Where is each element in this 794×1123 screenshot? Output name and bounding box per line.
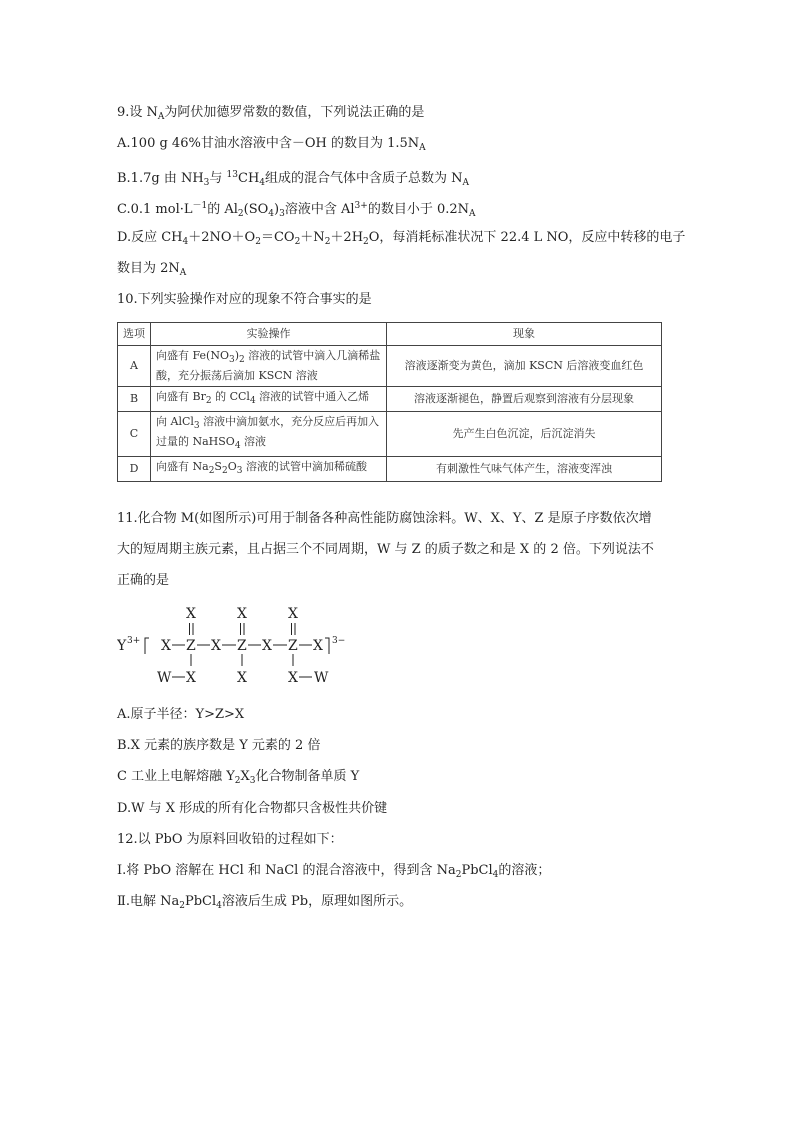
atom-w-left: W bbox=[157, 670, 172, 686]
q11-option-d: D.W 与 X 形成的所有化合物都只含极性共价键 bbox=[117, 801, 388, 816]
q11-stem-line1: 11.化合物 M(如图所示)可用于制备各种高性能防腐蚀涂料。W、X、Y、Z 是原子序数依次增 bbox=[117, 511, 652, 526]
q11-option-c: C 工业上电解熔融 $Y_2X_3$化合物制备单质 Y bbox=[117, 769, 360, 786]
q9-option-c: C.0.1 $mol\cdot L^{-1}$的 $Al_2(SO_4)_3$溶液中含 $Al^{3+}$的数目小于 $0.2N_A$ bbox=[117, 201, 476, 219]
q10-table bbox=[117, 322, 662, 482]
row-b-result: 溶液逐渐褪色，静置后观察到溶液有分层现象 bbox=[387, 387, 662, 412]
atom-x-top3: X bbox=[288, 606, 298, 622]
atom-x-chain2: X bbox=[211, 638, 221, 654]
row-a-operation: 向盛有 $Fe(NO_3)_2$ 溶液的试管中滴入几滴稀盐酸，充分振荡后滴加 KSCN 溶液 bbox=[151, 346, 387, 387]
row-a-option: A bbox=[118, 346, 151, 387]
q12-stem: 12.以 PbO 为原料回收铅的过程如下： bbox=[117, 832, 343, 847]
table-row bbox=[118, 346, 662, 387]
atom-z1: Z bbox=[186, 638, 196, 654]
row-d-option: D bbox=[118, 457, 151, 482]
row-d-result: 有刺激性气味气体产生，溶液变浑浊 bbox=[387, 457, 662, 482]
q9-option-a: A.100 g 46%甘油水溶液中含－OH 的数目为 $1.5N_A$ bbox=[117, 136, 426, 153]
header-operation: 实验操作 bbox=[151, 323, 387, 346]
row-d-operation: 向盛有 $Na_2S_2O_3$ 溶液的试管中滴加稀硫酸 bbox=[151, 457, 387, 482]
q11-stem-line2: 大的短周期主族元素，且占据三个不同周期，W 与 Z 的质子数之和是 X 的 2 倍。下列说法不 bbox=[117, 542, 654, 557]
cation-charge: 3+ bbox=[127, 636, 141, 646]
q11-option-b: B.X 元素的族序数是 Y 元素的 2 倍 bbox=[117, 738, 321, 753]
atom-z2: Z bbox=[237, 638, 247, 654]
row-c-option: C bbox=[118, 412, 151, 457]
atom-x-chain3: X bbox=[262, 638, 272, 654]
q9-stem: 9.设 $N_A$为阿伏加德罗常数的数值，下列说法正确的是 bbox=[117, 105, 425, 122]
atom-x-top1: X bbox=[186, 606, 196, 622]
q9-option-d-line2: 数目为 $2N_A$ bbox=[117, 261, 187, 278]
q9-option-d: D.反应 $CH_4+2NO+O_2=CO_2+N_2+2H_2O$，每消耗标准状况下 22.4 L NO，反应中转移的电子 bbox=[117, 230, 686, 247]
q12-step2: Ⅱ.电解 $Na_2PbCl_4$溶液后生成 Pb，原理如图所示。 bbox=[117, 894, 413, 911]
atom-w-right: W bbox=[314, 670, 329, 686]
table-row bbox=[118, 387, 662, 412]
row-b-operation: 向盛有 $Br_2$ 的 CCl$_4$ 溶液的试管中通入乙烯 bbox=[151, 387, 387, 412]
table-row bbox=[118, 457, 662, 482]
q11-stem-line3: 正确的是 bbox=[117, 573, 170, 588]
atom-x-bottom1: X bbox=[186, 670, 196, 686]
atom-x-chain1: X bbox=[161, 638, 171, 654]
compound-m-structure bbox=[117, 598, 377, 692]
row-c-operation: 向 AlCl$_3$ 溶液中滴加氨水，充分反应后再加入过量的 NaHSO$_4$ 溶液 bbox=[151, 412, 387, 457]
header-phenomenon: 现象 bbox=[387, 323, 662, 346]
anion-charge: 3− bbox=[332, 636, 346, 646]
right-bracket bbox=[325, 638, 329, 654]
table-row bbox=[118, 412, 662, 457]
header-option: 选项 bbox=[118, 323, 151, 346]
cation-y: Y bbox=[117, 638, 127, 654]
table-header-row bbox=[118, 323, 662, 346]
q12-step1: Ⅰ.将 PbO 溶解在 HCl 和 NaCl 的混合溶液中，得到含 $Na_2PbCl_4$的溶液； bbox=[117, 863, 551, 880]
atom-x-chain4: X bbox=[313, 638, 323, 654]
atom-x-bottom2: X bbox=[237, 670, 247, 686]
q10-stem: 10.下列实验操作对应的现象不符合事实的是 bbox=[117, 292, 372, 307]
row-b-option: B bbox=[118, 387, 151, 412]
q9-option-b: B.1.7g 由 $NH_3$与 $^{13}CH_4$组成的混合气体中含质子总数为 $N_A$ bbox=[117, 170, 470, 188]
row-c-result: 先产生白色沉淀，后沉淀消失 bbox=[387, 412, 662, 457]
row-a-result: 溶液逐渐变为黄色，滴加 KSCN 后溶液变血红色 bbox=[387, 346, 662, 387]
atom-z3: Z bbox=[288, 638, 298, 654]
q11-option-a: A.原子半径：Y>Z>X bbox=[117, 707, 245, 722]
left-bracket bbox=[145, 638, 149, 654]
double-bonds bbox=[190, 623, 296, 635]
atom-x-top2: X bbox=[237, 606, 247, 622]
atom-x-bottom3: X bbox=[288, 670, 298, 686]
